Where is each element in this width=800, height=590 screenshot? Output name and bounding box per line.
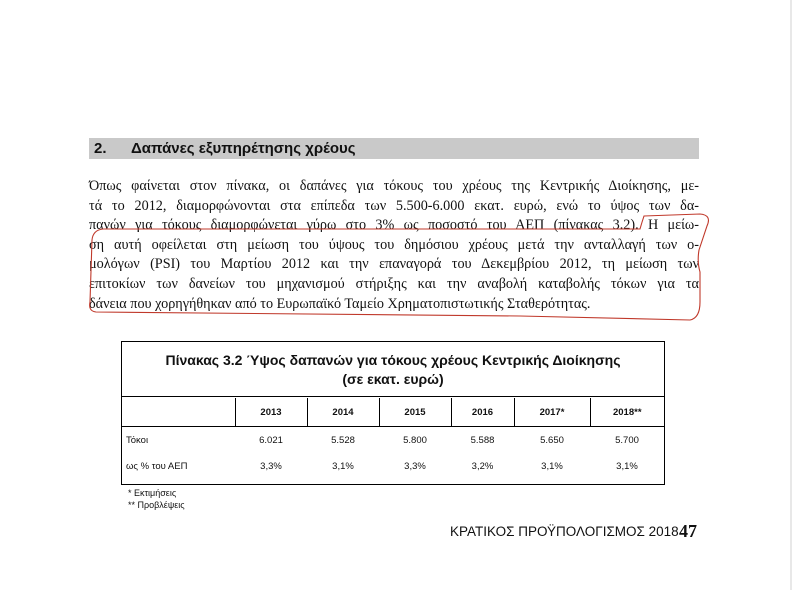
- table-header-row: [122, 398, 664, 427]
- paragraph-line: μολόγων (PSI) του Μαρτίου 2012 και την επαναγορά του Δεκεμβρίου 2012, τη μείωση των: [89, 256, 699, 273]
- table-cell: 3,3%: [260, 460, 282, 472]
- table-cell: 6.021: [259, 434, 283, 446]
- table-header-cell: 2017*: [514, 398, 590, 427]
- row-label: ως % του ΑΕΠ: [126, 460, 188, 472]
- paragraph-line: Όπως φαίνεται στον πίνακα, οι δαπάνες για τόκους του χρέους της Κεντρικής Διοίκησης, με-: [89, 178, 699, 194]
- table-header-cell: 2013: [235, 398, 307, 427]
- table-cell: 5.528: [331, 434, 355, 446]
- section-number: 2.: [94, 140, 107, 157]
- paragraph-line: ση αυτή οφείλεται στη μείωση του ύψους του δημόσιου χρέους μετά την ανταλλαγή των ο-: [89, 236, 699, 253]
- interest-expenditure-table: [121, 341, 665, 485]
- paragraph-line: δάνεια που χορηγήθηκαν από το Ευρωπαϊκό Ταμείο Χρηματοπιστωτικής Σταθερότητας.: [89, 295, 591, 312]
- row-label: Τόκοι: [126, 434, 149, 446]
- table-cell: 3,1%: [616, 460, 638, 472]
- table-header-cell: [122, 398, 235, 427]
- table-cell: 5.800: [403, 434, 427, 446]
- table-subtitle: (σε εκατ. ευρώ): [342, 371, 444, 387]
- table-cell: 5.650: [540, 434, 564, 446]
- table-cell: 3,2%: [471, 460, 494, 472]
- paragraph-line: τά το 2012, διαμορφώνονται στα επίπεδα των 5.500-6.000 εκατ. ευρώ, ενώ το ύψος των δα-: [89, 197, 699, 214]
- table-header-cell: 2016: [451, 398, 514, 427]
- table-cell: 3,1%: [541, 460, 563, 472]
- footnote-estimates: * Εκτιμήσεις: [128, 488, 177, 498]
- table-header-cell: 2015: [379, 398, 451, 427]
- paragraph-line: πανών για τόκους διαμορφώνεται γύρω στο 3% ως ποσοστό του ΑΕΠ (πίνακας 3.2). Η μείω-: [89, 217, 699, 234]
- table-cell: 3,3%: [404, 460, 426, 472]
- table-row: [122, 427, 664, 454]
- section-title: Δαπάνες εξυπηρέτησης χρέους: [131, 140, 356, 157]
- table-header-cell: 2014: [307, 398, 379, 427]
- paragraph-line: επιτοκίων των δανείων του μηχανισμού στήριξης και την αναβολή καταβολής τόκων για τα: [89, 275, 699, 292]
- page-number: 47: [679, 521, 697, 541]
- table-row: [122, 453, 664, 479]
- footnote-forecasts: ** Προβλέψεις: [128, 500, 185, 510]
- footer-title: ΚΡΑΤΙΚΟΣ ΠΡΟΫΠΟΛΟΓΙΣΜΟΣ 2018: [450, 524, 679, 539]
- table-cell: 3,1%: [332, 460, 354, 472]
- table-title: [122, 342, 664, 397]
- table-title-line: Πίνακας 3.2 Ύψος δαπανών για τόκους χρέους Κεντρικής Διοίκησης: [165, 352, 621, 368]
- data-table: [122, 398, 664, 479]
- table-header-cell: 2018**: [590, 398, 664, 427]
- table-cell: 5.588: [470, 434, 495, 446]
- table-cell: 5.700: [615, 434, 639, 446]
